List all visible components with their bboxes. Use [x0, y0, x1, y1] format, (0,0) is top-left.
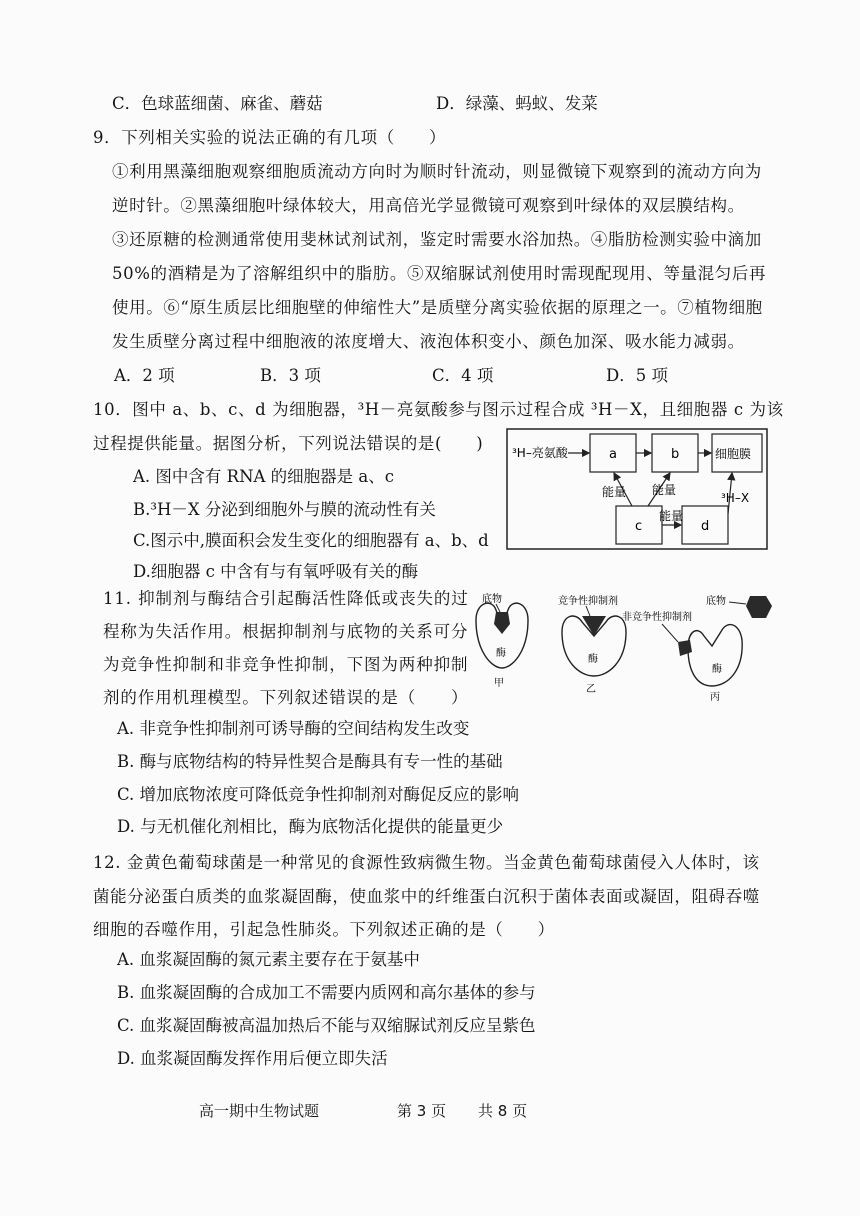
q11-option-c: C. 增加底物浓度可降低竞争性抑制剂对酶促反应的影响 — [117, 785, 520, 804]
q9-line-3: ③还原糖的检测通常使用斐林试剂试剂，鉴定时需要水浴加热。④脂肪检测实验中滴加 — [112, 230, 762, 249]
svg-text:乙: 乙 — [586, 684, 596, 695]
q10-stem-1: 10．图中 a、b、c、d 为细胞器，³H－亮氨酸参与图示过程合成 ³H－X，且细胞器 c 为该 — [93, 400, 784, 419]
q10-option-a: A. 图中含有 RNA 的细胞器是 a、c — [133, 467, 394, 486]
box-b-label: b — [671, 447, 680, 462]
box-d-label: d — [701, 519, 710, 534]
q12-stem-1: 12. 金黄色葡萄球菌是一种常见的食源性致病微生物。当金黄色葡萄球菌侵入人体时，该 — [93, 853, 760, 872]
svg-text:酶: 酶 — [496, 648, 506, 659]
input-label: ³H–亮氨酸 — [512, 446, 568, 460]
output-label: ³H–X — [721, 491, 750, 505]
energy-label-2: 能量 — [652, 483, 677, 497]
svg-text:底物: 底物 — [706, 596, 726, 607]
released-substrate-shape — [746, 596, 772, 618]
footer-page-number: 第 3 页 — [397, 1102, 447, 1120]
model-bing — [622, 594, 772, 703]
q11-stem-2: 程称为失活作用。根据抑制剂与底物的关系可分 — [103, 622, 469, 641]
svg-text:竞争性抑制剂: 竞争性抑制剂 — [558, 596, 618, 607]
q10-option-c: C.图示中,膜面积会发生变化的细胞器有 a、b、d — [133, 531, 489, 550]
q9-line-6: 发生质壁分离过程中细胞液的浓度增大、液泡体积变小、颜色加深、吸水能力减弱。 — [112, 332, 745, 351]
q10-option-d: D.细胞器 c 中含有与有氧呼吸有关的酶 — [133, 562, 419, 581]
q11-option-d: D. 与无机催化剂相比，酶为底物活化提供的能量更少 — [117, 817, 504, 836]
box-membrane-label: 细胞膜 — [715, 447, 752, 461]
q10-option-b: B.³H－X 分泌到细胞外与膜的流动性有关 — [133, 500, 436, 519]
svg-text:酶: 酶 — [712, 664, 722, 675]
model-yi — [558, 594, 626, 695]
q11-stem-1: 11. 抑制剂与酶结合引起酶活性降低或丧失的过 — [103, 589, 469, 608]
q9-option-b: B．3 项 — [260, 366, 321, 385]
q10-stem-2: 过程提供能量。据图分析，下列说法错误的是( ) — [93, 434, 484, 453]
q11-stem-4: 剂的作用机理模型。下列叙述错误的是（ ） — [103, 688, 469, 707]
q9-option-a: A．2 项 — [114, 366, 175, 385]
q8-option-c: C．色球蓝细菌、麻雀、蘑菇 — [112, 94, 323, 113]
organelle-flow-diagram — [506, 428, 768, 550]
q9-option-c: C．4 项 — [432, 366, 494, 385]
box-a-label: a — [609, 447, 617, 462]
q12-option-d: D. 血浆凝固酶发挥作用后便立即失活 — [117, 1049, 388, 1068]
q8-option-d: D．绿藻、蚂蚁、发菜 — [436, 94, 598, 113]
svg-text:底物: 底物 — [482, 594, 502, 605]
svg-text:丙: 丙 — [710, 692, 720, 703]
model-jia — [476, 592, 528, 689]
q11-option-b: B. 酶与底物结构的特异性契合是酶具有专一性的基础 — [117, 752, 503, 771]
q12-stem-3: 细胞的吞噬作用，引起急性肺炎。下列叙述正确的是（ ） — [93, 920, 555, 939]
energy-label-1: 能量 — [602, 485, 627, 499]
substrate-shape — [494, 612, 510, 634]
q9-stem: 9．下列相关实验的说法正确的有几项（ ） — [93, 128, 447, 147]
q12-stem-2: 菌能分泌蛋白质类的血浆凝固酶，使血浆中的纤维蛋白沉积于菌体表面或凝固，阻碍吞噬 — [93, 887, 760, 906]
q9-line-5: 使用。⑥“原生质层比细胞壁的伸缩性大”是质壁分离实验依据的原理之一。⑦植物细胞 — [112, 298, 763, 317]
noncompetitive-inhibitor-shape — [678, 640, 692, 656]
q12-option-a: A. 血浆凝固酶的氮元素主要存在于氨基中 — [117, 950, 420, 969]
q9-line-1: ①利用黑藻细胞观察细胞质流动方向时为顺时针流动，则显微镜下观察到的流动方向为 — [112, 162, 762, 181]
q12-option-c: C. 血浆凝固酶被高温加热后不能与双缩脲试剂反应呈紫色 — [117, 1016, 536, 1035]
enzyme-inhibition-figure — [466, 590, 776, 715]
footer-title: 高一期中生物试题 — [199, 1102, 320, 1120]
q9-option-d: D．5 项 — [606, 366, 668, 385]
q11-option-a: A. 非竞争性抑制剂可诱导酶的空间结构发生改变 — [117, 719, 470, 738]
svg-text:甲: 甲 — [494, 678, 504, 689]
box-c-label: c — [635, 519, 643, 534]
footer-total-pages: 共 8 页 — [478, 1102, 528, 1120]
q9-line-2: 逆时针。②黑藻细胞叶绿体较大，用高倍光学显微镜可观察到叶绿体的双层膜结构。 — [112, 196, 745, 215]
svg-text:酶: 酶 — [588, 654, 598, 665]
q12-option-b: B. 血浆凝固酶的合成加工不需要内质网和高尔基体的参与 — [117, 983, 536, 1002]
q9-line-4: 50%的酒精是为了溶解组织中的脂肪。⑤双缩脲试剂使用时需现配现用、等量混匀后再 — [112, 264, 767, 283]
energy-label-3: 能量 — [659, 509, 684, 523]
q11-stem-3: 为竞争性抑制和非竞争性抑制，下图为两种抑制 — [103, 655, 469, 674]
svg-text:非竞争性抑制剂: 非竞争性抑制剂 — [622, 612, 692, 623]
